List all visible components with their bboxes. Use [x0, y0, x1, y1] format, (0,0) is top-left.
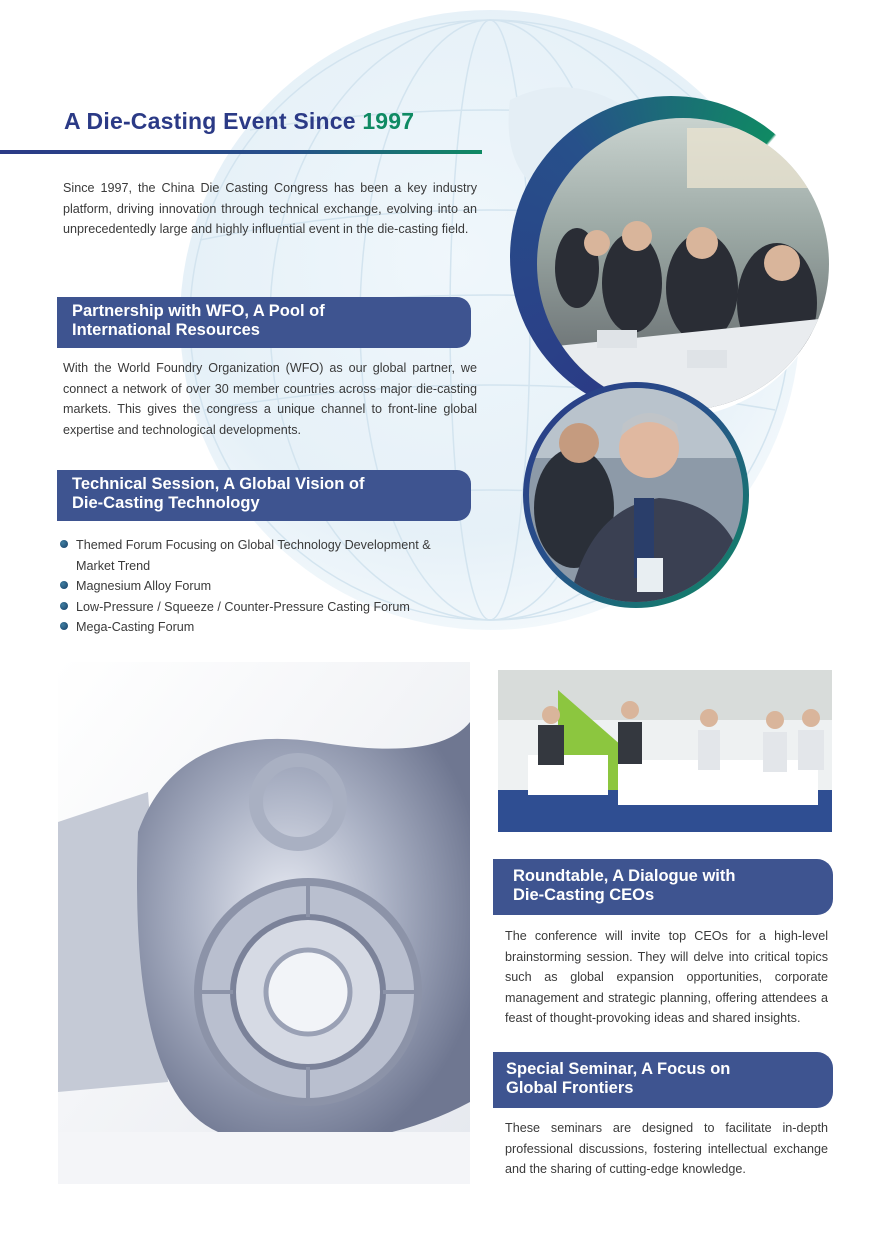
title-underline	[0, 150, 482, 154]
section-heading-seminar	[493, 1052, 833, 1108]
page-title	[64, 108, 414, 135]
bullet-icon	[60, 602, 68, 610]
intro-paragraph: Since 1997, the China Die Casting Congress has been a key industry platform, driving innovation through technical exchange, evolving into an unprecedentedly large and highly influential event in the die-casting field.	[63, 181, 477, 236]
section-heading-roundtable	[493, 859, 833, 915]
list-item	[58, 597, 458, 618]
partnership-paragraph: With the World Foundry Organization (WFO) as our global partner, we connect a network of over 30 member countries across major die-casting markets. This gives the congress a unique channel to front-line global expertise and technological developments.	[63, 361, 477, 437]
bullet-icon	[60, 581, 68, 589]
seminar-paragraph: These seminars are designed to facilitate in-depth professional discussions, fostering intellectual exchange and the sharing of cutting-edge knowledge.	[505, 1121, 828, 1176]
section-heading-technical	[57, 470, 471, 521]
list-item-text: Magnesium Alloy Forum	[76, 579, 212, 593]
audience-photo	[537, 118, 829, 410]
heading-line: Special Seminar, A Focus on	[506, 1060, 731, 1078]
heading-line: International Resources	[72, 321, 260, 339]
list-item	[58, 576, 458, 597]
heading-line: Partnership with WFO, A Pool of	[72, 302, 325, 320]
list-item	[58, 617, 458, 638]
technical-bullet-list	[58, 535, 458, 638]
heading-line: Global Frontiers	[506, 1079, 634, 1097]
bullet-icon	[60, 622, 68, 630]
list-item-text: Mega-Casting Forum	[76, 620, 195, 634]
title-text: A Die-Casting Event Since	[64, 108, 356, 134]
die-casting-part-photo	[58, 662, 470, 1184]
delegate-photo	[529, 388, 743, 602]
title-year: 1997	[362, 108, 415, 134]
section-heading-partnership	[57, 297, 471, 348]
heading-line: Roundtable, A Dialogue with	[513, 867, 736, 885]
list-item-text: Themed Forum Focusing on Global Technology Development & Market Trend	[76, 538, 431, 573]
list-item-text: Low-Pressure / Squeeze / Counter-Pressure Casting Forum	[76, 599, 410, 614]
heading-line: Technical Session, A Global Vision of	[72, 475, 365, 493]
heading-line: Die-Casting CEOs	[513, 886, 655, 904]
roundtable-photo	[498, 670, 832, 832]
list-item	[58, 535, 458, 576]
heading-line: Die-Casting Technology	[72, 494, 260, 512]
roundtable-paragraph: The conference will invite top CEOs for a high-level brainstorming session. They will delve into critical topics such as global expansion opportunities, corporate management and strategic planning, offering attendees a feast of thought-provoking ideas and shared insights.	[505, 929, 828, 1025]
bullet-icon	[60, 540, 68, 548]
